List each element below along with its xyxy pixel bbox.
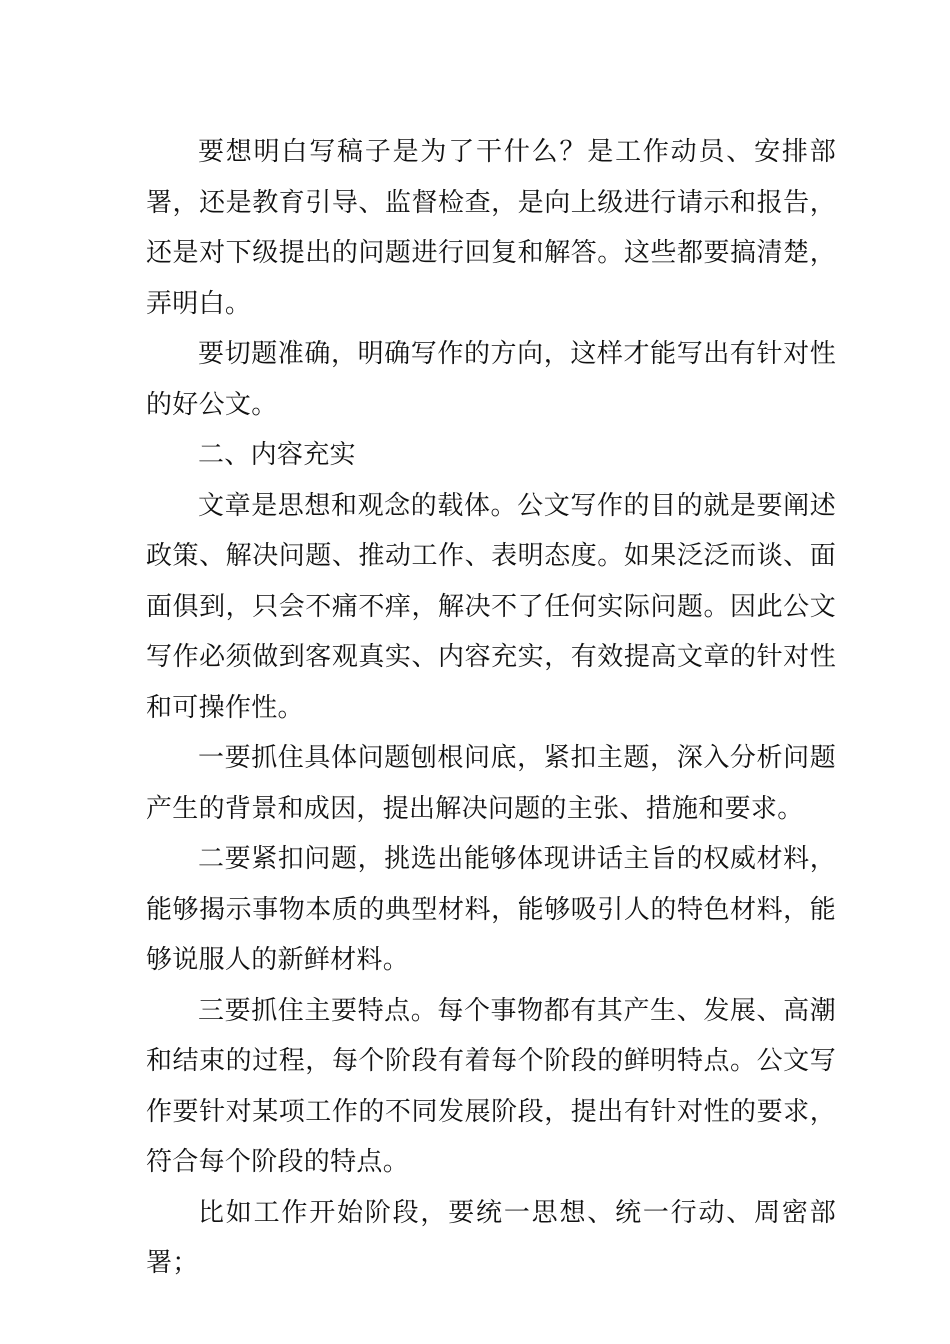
para-third-point: 三要抓住主要特点。每个事物都有其产生、发展、高潮和结束的过程，每个阶段有着每个阶段的鲜明特点。公文写作要针对某项工作的不同发展阶段，提出有针对性的要求，符合每个阶段的特点。 [146, 995, 836, 1177]
para-carrier: 文章是思想和观念的载体。公文写作的目的就是要阐述政策、解决问题、推动工作、表明态度。如果泛泛而谈、面面俱到，只会不痛不痒，解决不了任何实际问题。因此公文写作必须做到客观真实、内容充实，有效提高文章的针对性和可操作性。 [146, 490, 836, 723]
document-page [146, 127, 836, 1289]
para-on-topic: 要切题准确，明确写作的方向，这样才能写出有针对性的好公文。 [146, 339, 836, 420]
para-example: 比如工作开始阶段，要统一思想、统一行动、周密部署； [146, 1197, 836, 1278]
para-first-point: 一要抓住具体问题刨根问底，紧扣主题，深入分析问题产生的背景和成因，提出解决问题的主张、措施和要求。 [146, 743, 836, 824]
para-purpose: 要想明白写稿子是为了干什么？是工作动员、安排部署，还是教育引导、监督检查，是向上级进行请示和报告，还是对下级提出的问题进行回复和解答。这些都要搞清楚，弄明白。 [146, 137, 836, 319]
section-heading-content: 二、内容充实 [198, 440, 356, 470]
para-second-point: 二要紧扣问题，挑选出能够体现讲话主旨的权威材料，能够揭示事物本质的典型材料，能够吸引人的特色材料，能够说服人的新鲜材料。 [146, 844, 836, 975]
